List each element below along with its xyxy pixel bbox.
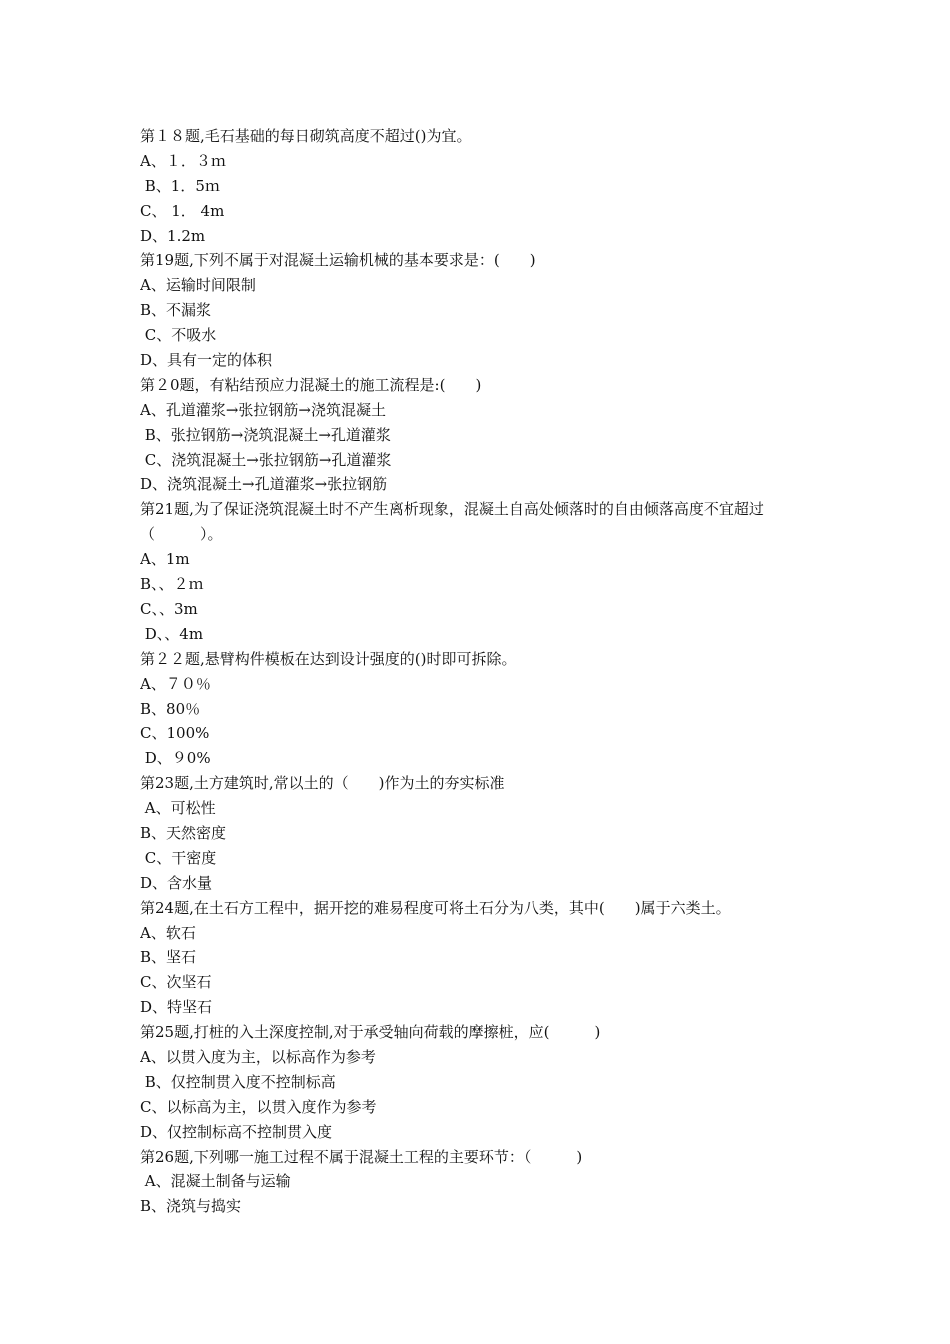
question-stem: 第23题,土方建筑时,常以土的（ )作为土的夯实标准	[140, 774, 505, 793]
document-page	[140, 124, 820, 1219]
option-b: B、1．5ｍ	[140, 176, 220, 195]
option-d: D、含水量	[140, 873, 213, 892]
option-a: A、1m	[140, 550, 190, 569]
option-a: A、７０％	[140, 674, 211, 693]
option-a: A、混凝土制备与运输	[140, 1172, 291, 1191]
option-d: D、具有一定的体积	[140, 351, 273, 370]
option-d: D、1.2m	[140, 226, 206, 245]
question-stem: 第19题,下列不属于对混凝土运输机械的基本要求是：( )	[140, 251, 536, 270]
option-c: C、次坚石	[140, 973, 212, 992]
question-stem: 第21题,为了保证浇筑混凝土时不产生离析现象，混凝土自高处倾落时的自由倾落高度不宜超过（ ）。	[140, 500, 764, 544]
option-b: B、、２ｍ	[140, 575, 204, 594]
question-stem: 第25题,打桩的入土深度控制,对于承受轴向荷载的摩擦桩，应( )	[140, 1023, 601, 1042]
option-a: A、１．３ｍ	[140, 151, 226, 170]
option-d: D、浇筑混凝土→孔道灌浆→张拉钢筋	[140, 475, 388, 494]
option-d: D、仅控制标高不控制贯入度	[140, 1122, 333, 1141]
option-b: B、坚石	[140, 948, 197, 967]
question-stem: 第２0题，有粘结预应力混凝土的施工流程是:( )	[140, 375, 482, 394]
option-b: B、天然密度	[140, 823, 227, 842]
option-b: B、张拉钢筋→浇筑混凝土→孔道灌浆	[140, 425, 391, 444]
option-a: A、以贯入度为主，以标高作为参考	[140, 1047, 376, 1066]
option-a: A、软石	[140, 923, 196, 942]
question-stem: 第２２题,悬臂构件模板在达到设计强度的()时即可拆除。	[140, 649, 517, 668]
option-d: D、特坚石	[140, 998, 213, 1017]
option-a: A、运输时间限制	[140, 276, 256, 295]
option-a: A、可松性	[140, 799, 216, 818]
option-b: B、仅控制贯入度不控制标高	[140, 1072, 336, 1091]
option-d: D、、4m	[140, 624, 204, 643]
option-c: C、干密度	[140, 848, 217, 867]
option-c: C、不吸水	[140, 326, 217, 345]
option-c: C、100%	[140, 724, 210, 743]
question-stem: 第24题,在土石方工程中，据开挖的难易程度可将土石分为八类，其中( )属于六类土。	[140, 898, 731, 917]
option-c: C、、3m	[140, 599, 198, 618]
option-b: B、80％	[140, 699, 201, 718]
option-c: C、浇筑混凝土→张拉钢筋→孔道灌浆	[140, 450, 392, 469]
option-c: C、以标高为主，以贯入度作为参考	[140, 1097, 377, 1116]
option-c: C、 1． 4m	[140, 201, 225, 220]
option-a: A、孔道灌浆→张拉钢筋→浇筑混凝土	[140, 400, 386, 419]
question-stem: 第１８题,毛石基础的每日砌筑高度不超过()为宜。	[140, 127, 472, 145]
option-d: D、９0%	[140, 749, 211, 768]
option-b: B、浇筑与捣实	[140, 1197, 242, 1216]
question-stem: 第26题,下列哪一施工过程不属于混凝土工程的主要环节：（ )	[140, 1147, 583, 1166]
option-b: B、不漏浆	[140, 301, 212, 320]
